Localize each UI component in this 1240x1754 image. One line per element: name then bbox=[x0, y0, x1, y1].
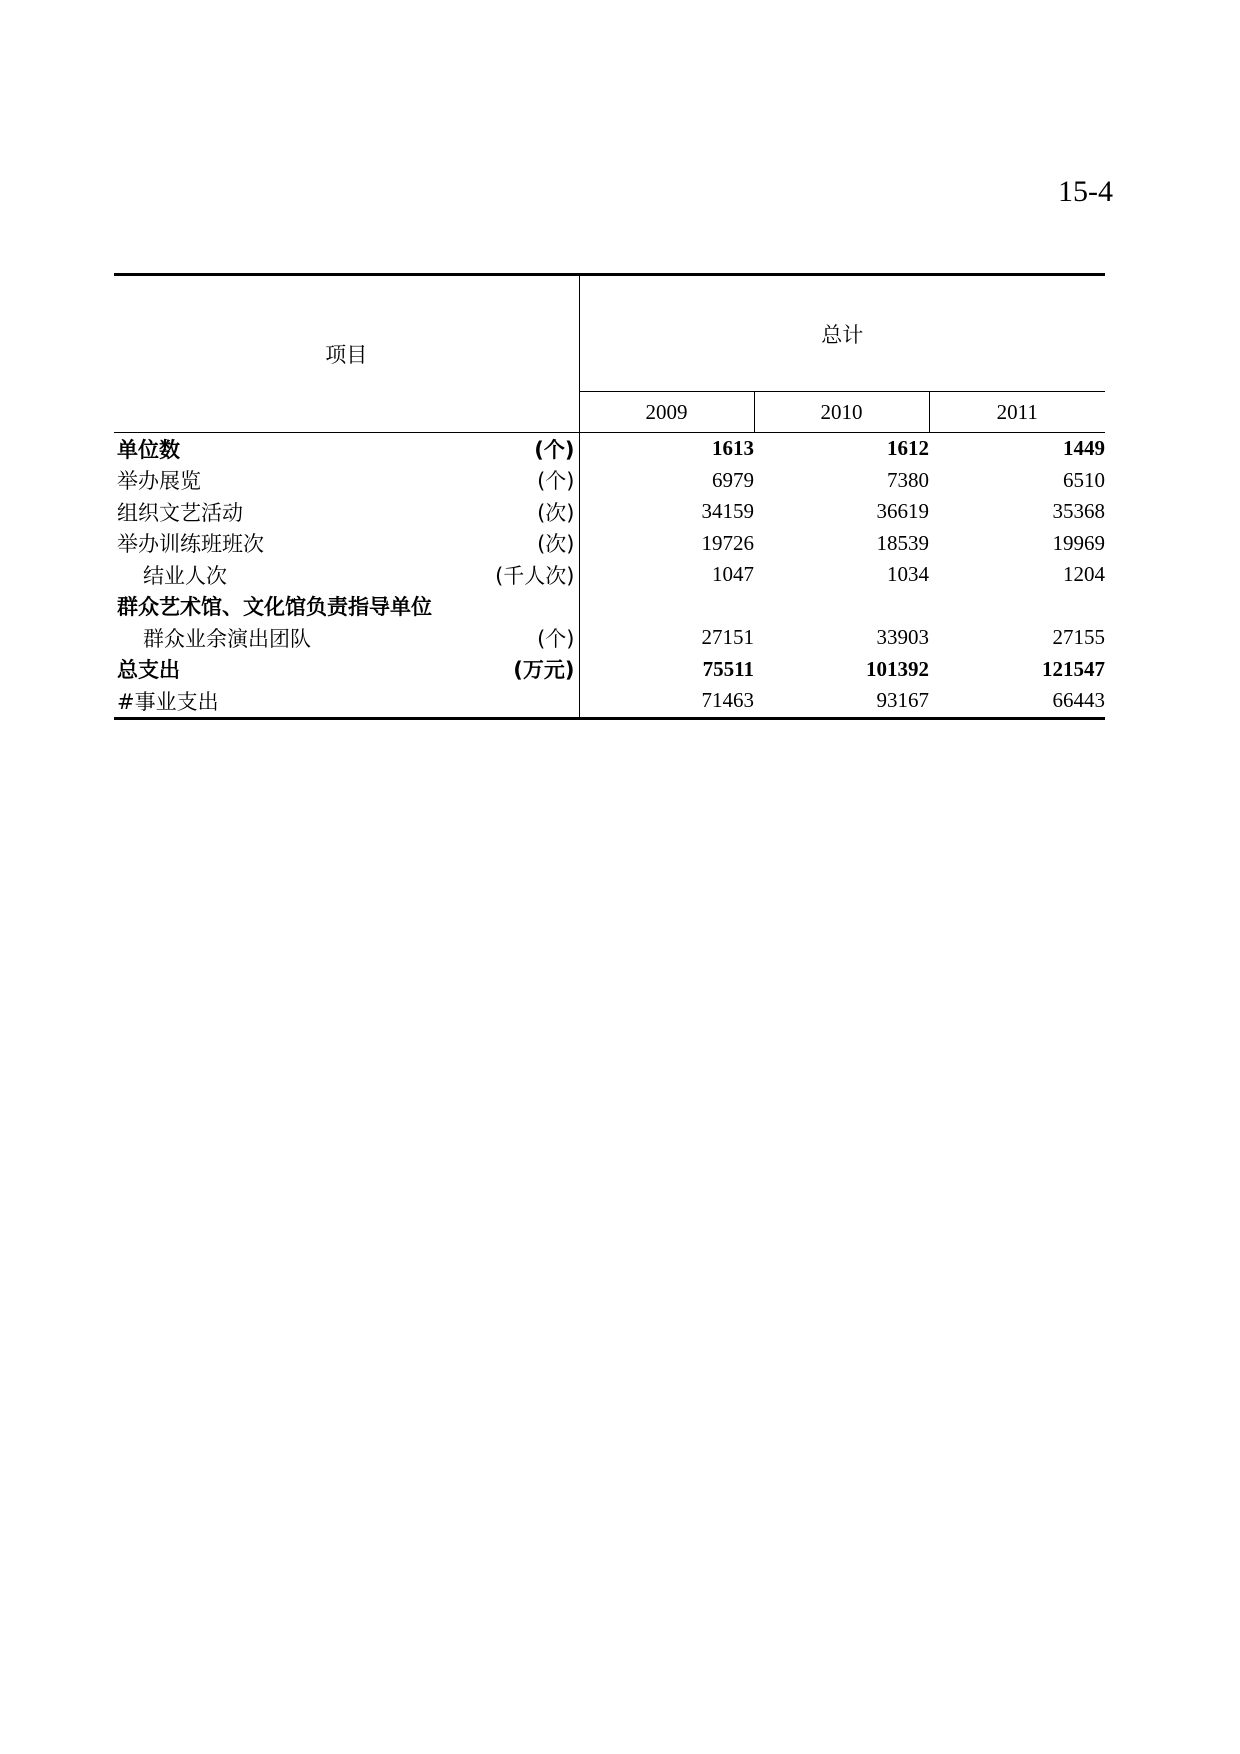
row-unit: (千人次) bbox=[495, 563, 575, 588]
table-row bbox=[114, 591, 1105, 623]
row-label: 组织文艺活动 bbox=[117, 500, 243, 525]
table-row bbox=[114, 654, 1105, 686]
year-header-2009: 2009 bbox=[579, 392, 754, 433]
value-cell-2011: 121547 bbox=[1042, 656, 1106, 681]
value-cell-2011: 19969 bbox=[1052, 530, 1106, 555]
table-row bbox=[114, 496, 1105, 528]
table-row bbox=[114, 433, 1105, 465]
row-label: 举办训练班班次 bbox=[117, 532, 264, 557]
row-label: 结业人次 bbox=[143, 563, 227, 588]
page-number: 15-4 bbox=[1058, 175, 1113, 208]
row-label: #事业支出 bbox=[117, 689, 219, 714]
value-cell-2011: 6510 bbox=[1063, 467, 1106, 492]
value-cell-2011 bbox=[929, 591, 1105, 623]
row-label-cell bbox=[114, 496, 579, 528]
value-cell-2009 bbox=[579, 591, 754, 623]
value-cell-2011: 35368 bbox=[1052, 499, 1106, 524]
total-group-header: 总计 bbox=[579, 275, 1105, 392]
row-unit: (个) bbox=[537, 469, 575, 494]
value-cell-2009: 1047 bbox=[712, 562, 754, 587]
row-label-cell bbox=[114, 654, 579, 686]
year-header-2011: 2011 bbox=[929, 392, 1105, 433]
value-cell-2010: 1034 bbox=[887, 562, 929, 587]
row-label: 单位数 bbox=[117, 437, 180, 462]
row-unit: (万元) bbox=[513, 658, 575, 683]
row-label-cell bbox=[114, 622, 579, 654]
row-label-cell bbox=[114, 591, 579, 623]
value-cell-2009: 19726 bbox=[701, 530, 754, 555]
value-cell-2011: 1449 bbox=[1063, 436, 1106, 461]
table-row bbox=[114, 622, 1105, 654]
value-cell-2009: 27151 bbox=[701, 625, 754, 650]
value-cell-2011: 66443 bbox=[1052, 688, 1106, 713]
row-unit: (次) bbox=[537, 500, 575, 525]
value-cell-2009: 71463 bbox=[701, 688, 754, 713]
row-label: 举办展览 bbox=[117, 469, 201, 494]
table-row bbox=[114, 559, 1105, 591]
table-row bbox=[114, 465, 1105, 497]
statistics-table bbox=[114, 273, 1105, 720]
row-label: 总支出 bbox=[117, 658, 180, 683]
value-cell-2010: 36619 bbox=[876, 499, 929, 524]
value-cell-2010: 18539 bbox=[876, 530, 929, 555]
value-cell-2010: 93167 bbox=[876, 688, 929, 713]
row-label-cell bbox=[114, 685, 579, 718]
row-label-cell bbox=[114, 433, 579, 465]
value-cell-2010: 101392 bbox=[866, 656, 929, 681]
row-label-cell bbox=[114, 528, 579, 560]
row-unit: (个) bbox=[534, 437, 575, 462]
value-cell-2011: 27155 bbox=[1052, 625, 1106, 650]
value-cell-2009: 34159 bbox=[701, 499, 754, 524]
table-row bbox=[114, 685, 1105, 718]
row-label: 群众艺术馆、文化馆负责指导单位 bbox=[117, 595, 432, 620]
value-cell-2009: 1613 bbox=[712, 436, 754, 461]
value-cell-2009: 75511 bbox=[702, 656, 754, 681]
row-label-cell bbox=[114, 465, 579, 497]
value-cell-2010: 7380 bbox=[887, 467, 929, 492]
item-column-header: 项目 bbox=[114, 275, 579, 433]
value-cell-2010: 1612 bbox=[887, 436, 929, 461]
value-cell-2010: 33903 bbox=[876, 625, 929, 650]
table-row bbox=[114, 528, 1105, 560]
row-label: 群众业余演出团队 bbox=[143, 626, 311, 651]
value-cell-2010 bbox=[754, 591, 929, 623]
row-unit: (次) bbox=[537, 532, 575, 557]
row-label-cell bbox=[114, 559, 579, 591]
value-cell-2009: 6979 bbox=[712, 467, 754, 492]
row-unit: (个) bbox=[537, 626, 575, 651]
year-header-2010: 2010 bbox=[754, 392, 929, 433]
value-cell-2011: 1204 bbox=[1063, 562, 1106, 587]
